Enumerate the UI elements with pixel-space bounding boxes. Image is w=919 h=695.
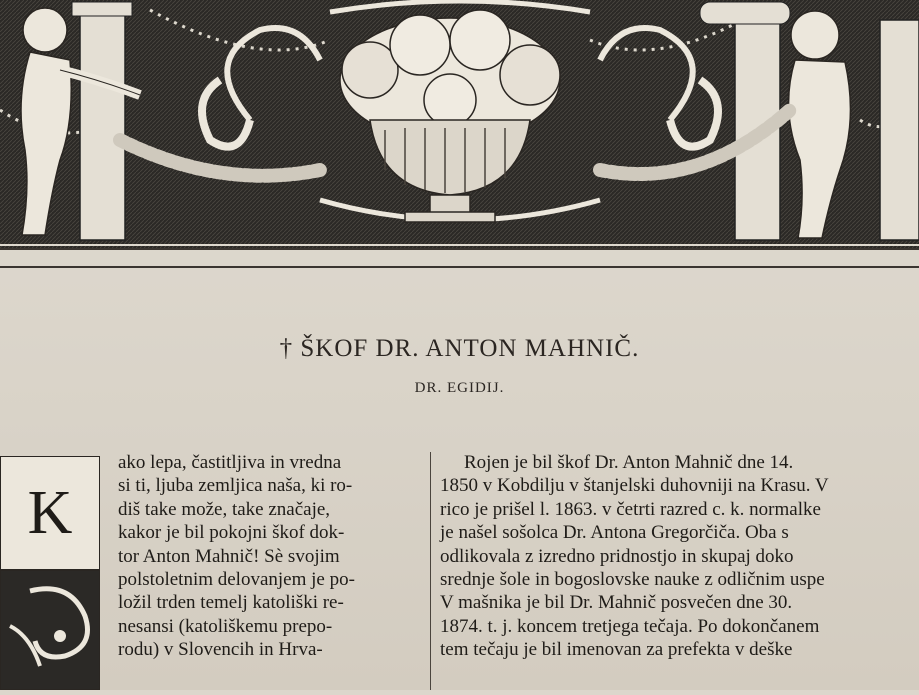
text-line: kakor je bil pokojni škof dok- — [118, 522, 345, 544]
text-line: nesansi (katoliškemu prepo- — [118, 615, 333, 637]
text-line: tor Anton Mahnič! Sè svojim — [118, 545, 340, 567]
article-column-right — [440, 451, 919, 662]
text-line: Rojen je bil škof Dr. Anton Mahnič dne 14. — [464, 452, 794, 473]
column-divider — [430, 452, 431, 690]
ornamental-banner — [0, 0, 919, 250]
text-line: V mašnika je bil Dr. Mahnič posvečen dne 30. — [440, 592, 793, 614]
text-line: polstoletnim delovanjem je po- — [118, 569, 355, 591]
article-author: DR. EGIDIJ. — [414, 380, 505, 396]
article-title: † ŠKOF DR. ANTON MAHNIČ. — [279, 335, 640, 362]
text-line: srednje šole in bogoslovske nauke z odličnim uspe — [440, 569, 825, 591]
article-column-left — [118, 451, 418, 662]
drop-cap-letter: K — [27, 479, 73, 547]
text-line: ako lepa, častitljiva in vredna — [118, 452, 342, 473]
text-line: odlikovala z izredno pridnostjo in skupaj doko — [440, 545, 794, 567]
text-line: si ti, ljuba zemljica naša, ki ro- — [118, 475, 353, 497]
drop-cap-frame — [0, 456, 100, 690]
text-line: rodu) v Slovencih in Hrva- — [118, 639, 323, 661]
text-line: 1874. t. j. koncem tretjega tečaja. Po dokončanem — [440, 615, 820, 637]
text-line: tem tečaju je bil imenovan za prefekta v deške — [440, 639, 793, 661]
header-rule — [0, 266, 919, 268]
banner-illustration — [0, 0, 919, 248]
text-line: je našel sošolca Dr. Antona Gregorčiča. Oba s — [440, 522, 789, 544]
text-line: ložil trden temelj katoliški re- — [118, 592, 344, 614]
text-line: 1850 v Kobdilju v štanjelski duhovniji na Krasu. V — [440, 475, 829, 497]
text-line: rico je prišel l. 1863. v četrti razred c. k. normalke — [440, 498, 821, 520]
text-line: diš take može, take značaje, — [118, 498, 331, 520]
